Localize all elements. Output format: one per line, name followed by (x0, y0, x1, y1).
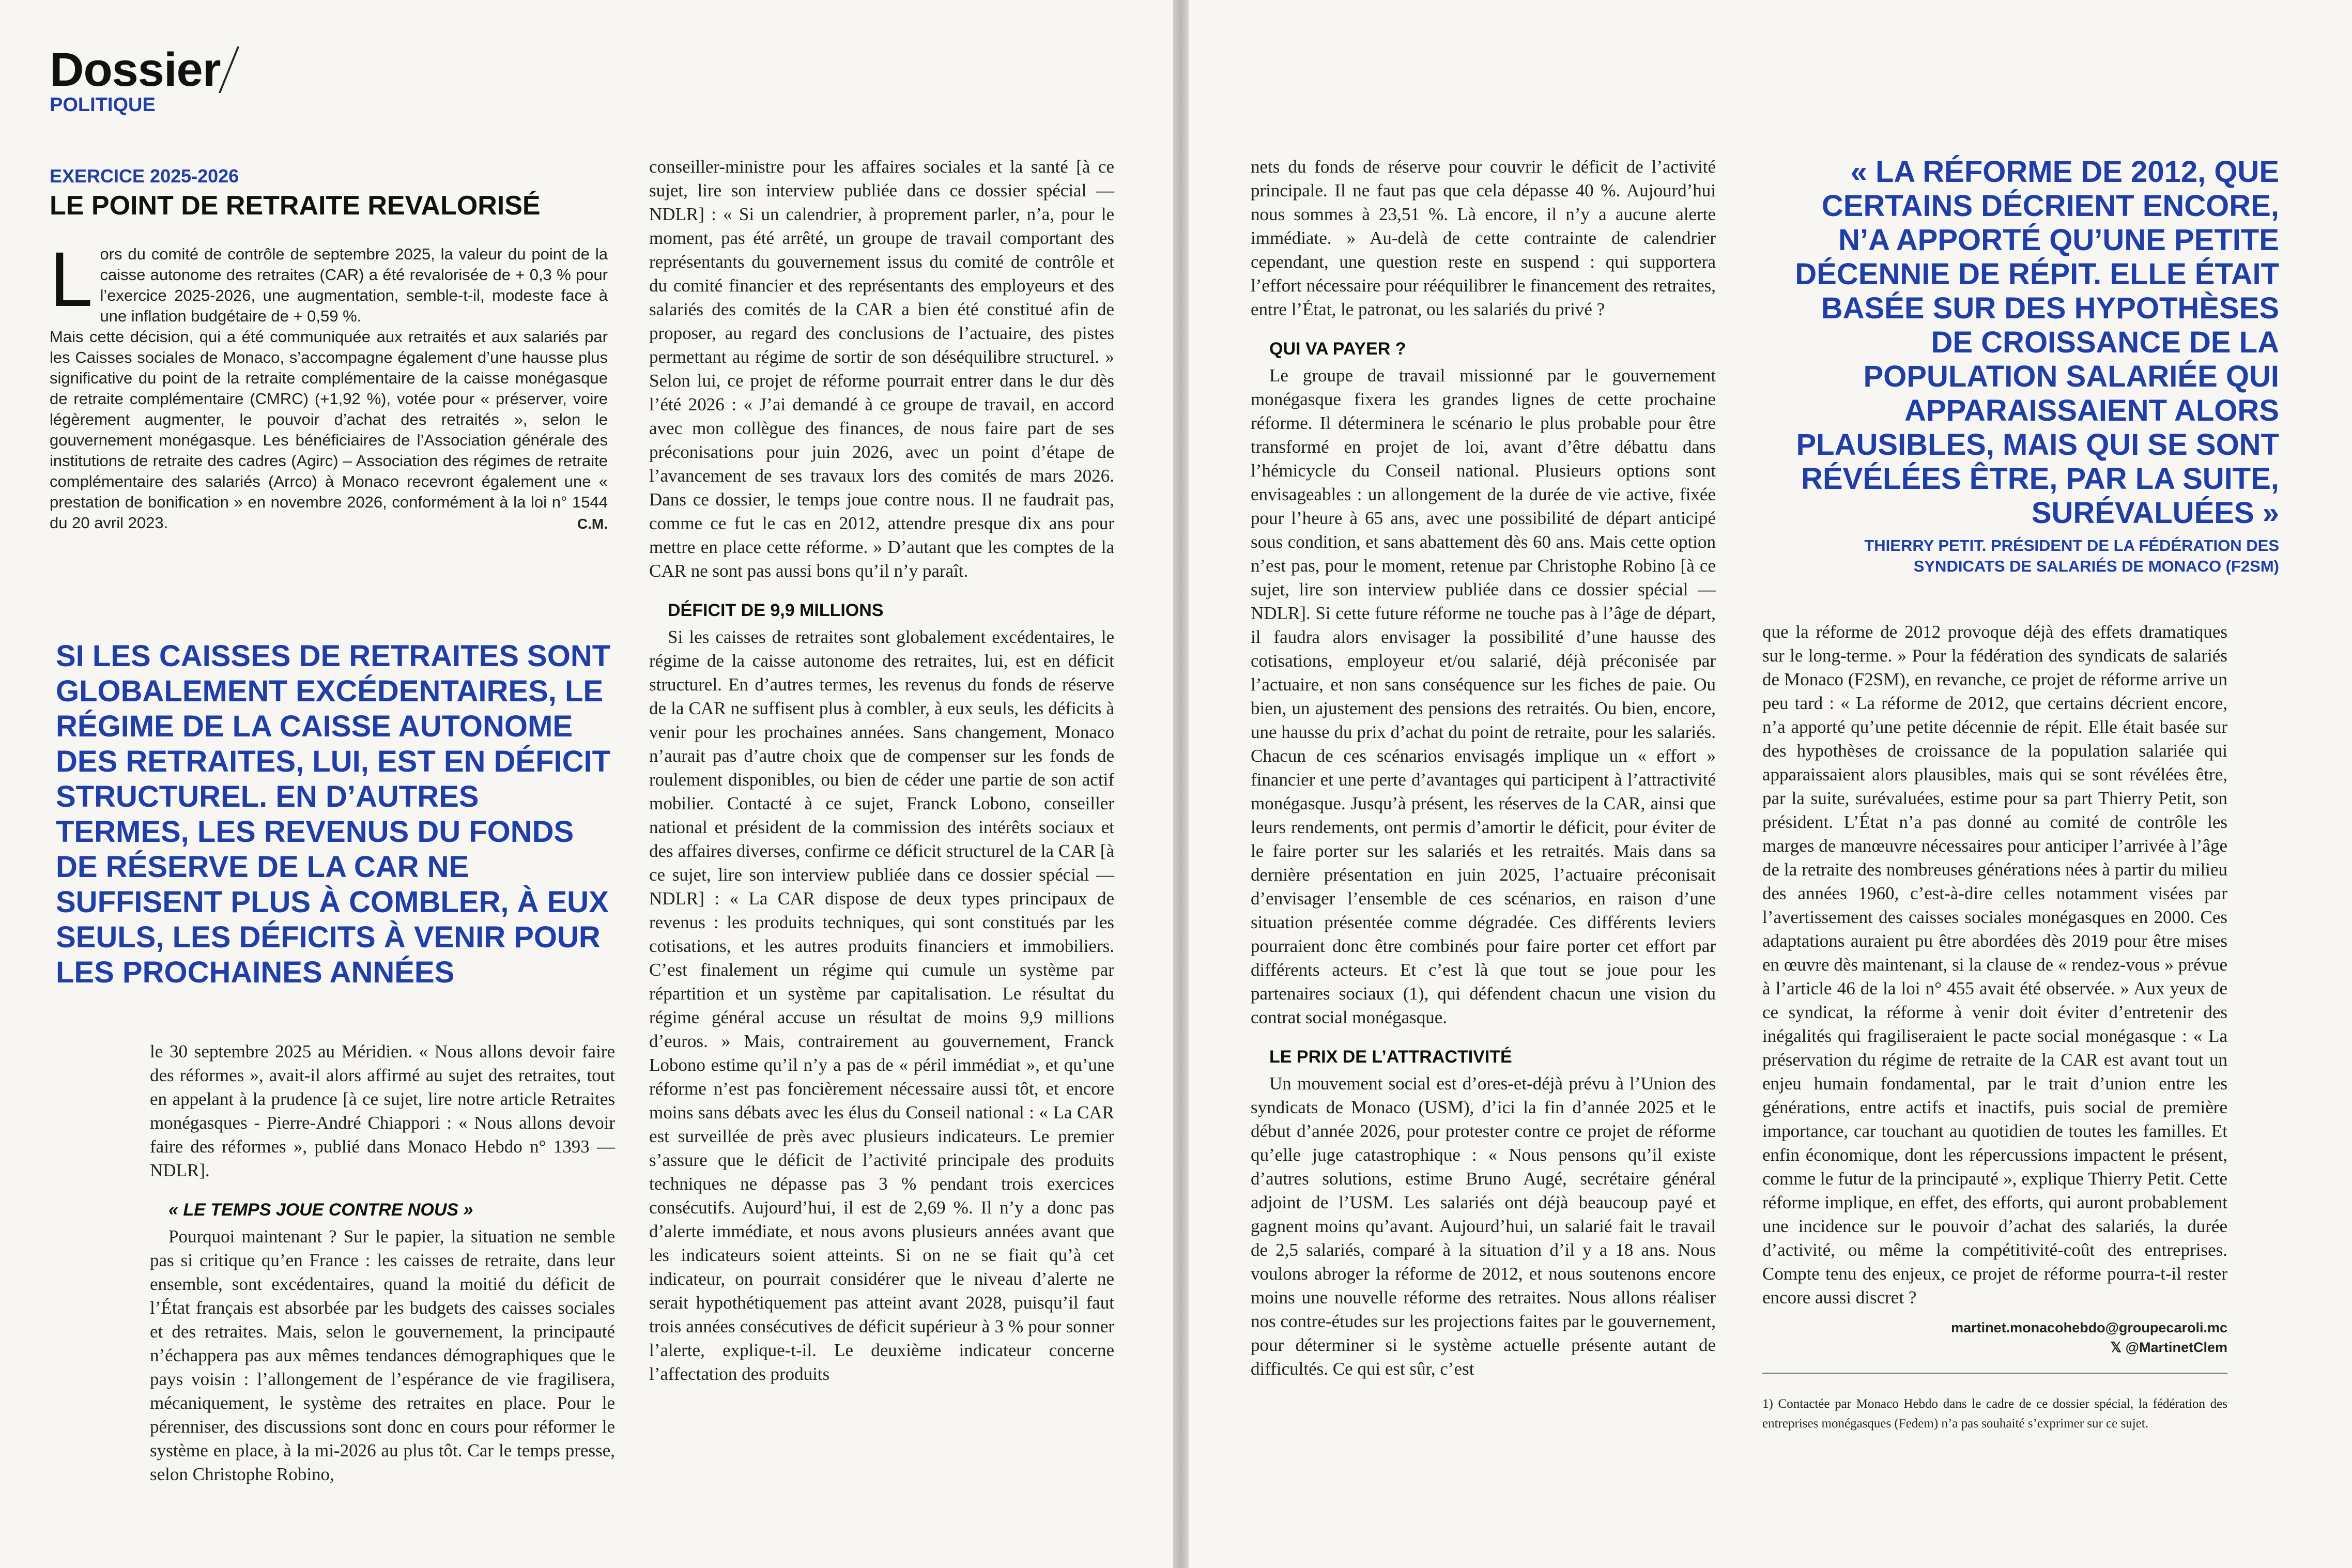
author-social-handle[interactable]: 𝕏 @MartinetClem (2110, 1340, 2227, 1355)
dossier-header (50, 43, 230, 116)
column-1-paragraph: Pourquoi maintenant ? Sur le papier, la situation ne semble pas si critique qu’en France : les caisses de retraite, dans leur ensemble, sont excédentaires, quand la moitié du déficit de l’État français est absorbée par les budgets des caisses sociales et des retraites. Mais, selon le gouvernement, la principauté n’échappera pas aux mêmes tendances démographiques que le pays voisin : l’allongement de l’espérance de vie fragilisera, mécaniquement, le système des retraites en place. Pour le pérenniser, des discussions sont donc en cours pour réformer le système en place, à la mi-2026 au plus tôt. Car le temps presse, selon Christophe Robino, (150, 1226, 615, 1484)
article-column-4 (1762, 620, 2227, 1434)
column-3-paragraph-1: nets du fonds de réserve pour couvrir le déficit de l’activité principale. Il ne faut pas que cela dépasse 40 %. Aujourd’hui nous sommes à 23,51 %. Là encore, il n’y a aucune alerte immédiate. » Au-delà de cette contrainte de calendrier cependant, une question reste en suspend : qui supportera l’effort nécessaire pour rééquilibrer le financement des retraites, entre l’État, le patronat, ou les salariés du privé ? (1251, 157, 1716, 319)
article-column-2 (649, 155, 1114, 1386)
column-2-paragraph-1: conseiller-ministre pour les affaires sociales et la santé [à ce sujet, lire son interview publiée dans ce dossier spécial — NDLR] : « Si un calendrier, à proprement parler, n’a, pour le moment, pas été arrêté, un groupe de travail comportant des représentants du gouvernement issus du comité de contrôle et du comité financier et des représentants des employeurs et des salariés des comités de la CAR a bien été constitué afin de proposer, au regard des conclusions de l’actuaire, des pistes permettant au régime de sortir de son déséquilibre structurel. » Selon lui, ce projet de réforme pourrait entrer dans le dur dès l’été 2026 : « J’ai demandé à ce groupe de travail, en accord avec mon collègue des finances, de nous faire part de ses préconisations pour juin 2026, avec un point d’étape de l’avancement de ses travaux lors des comités de mars 2026. Dans ce dossier, le temps joue contre nous. Il ne faudrait pas, comme ce fut le cas en 2012, attendre presque dix ans pour mettre en place cette réforme. » D’autant que les comptes de la CAR ne sont pas aussi bons qu’il n’y paraît. (649, 157, 1114, 581)
pull-quote-attribution: THIERRY PETIT. PRÉSIDENT DE LA FÉDÉRATION DES SYNDICATS DE SALARIÉS DE MONACO (F2SM) (1864, 536, 2279, 575)
column-1-intro: le 30 septembre 2025 au Méridien. « Nous allons devoir faire des réformes », avait-il alors affirmé au sujet des retraites, tout en appelant à la prudence [à ce sujet, lire notre article Retraites monégasques - Pierre-André Chiappori : « Nous allons devoir faire des réformes », publié dans Monaco Hebdo n° 1393 — NDLR]. (150, 1041, 615, 1180)
subhead-who-pays: QUI VA PAYER ? (1269, 339, 1406, 359)
dossier-title: Dossier (50, 47, 230, 93)
section-label: POLITIQUE (50, 94, 156, 116)
sidebar-box (50, 165, 608, 534)
column-4-paragraph: que la réforme de 2012 provoque déjà des effets dramatiques sur le long-terme. » Pour la fédération des syndicats de salariés de Monaco (F2SM), en revanche, ce projet de réforme arrive un peu tard : « La réforme de 2012, que certains décrient encore, n’a apporté qu’une petite décennie de répit. Elle était basée sur des hypothèses de croissance de la population salariée qui apparaissaient alors plausibles, mais qui se sont révélées être, par la suite, surévaluées, estime pour sa part Thierry Petit, son président. L’État n’a pas donné au comité de contrôle les marges de manœuvre nécessaires pour anticiper l’arrivée à l’âge de la retraite des nombreuses générations nées à partir du milieu des années 1960, c’est-à-dire celles notamment visées par l’avertissement des caisses sociales monégasques en 2000. Ces adaptations auraient pu être abordées dès 2019 pour être mises en œuvre dès maintenant, si la clause de « rendez-vous » prévue à l’article 46 de la loi n° 455 avait été observée. » Aux yeux de ce syndicat, la réforme à venir doit éviter d’entretenir des inégalités qui fragiliseraient le pacte social monégasque : « La préservation du régime de retraite de la CAR est avant tout un enjeu humain fondamental, par le trait d’union entre les générations, entre actifs et inactifs, puis social de première importance, car touchant au quotidien de toutes les familles. Et enfin économique, dont les répercussions impactent le présent, comme le futur de la principauté », explique Thierry Petit. Cette réforme implique, en effet, des efforts, qui auront probablement une incidence sur le pouvoir d’achat des salariés, la durée d’activité, ou même la compétitivité-coût des entreprises. Compte tenu des enjeux, ce projet de réforme pourra-t-il rester encore aussi discret ? (1762, 622, 2227, 1308)
left-page (0, 0, 1173, 1568)
page-gutter (1173, 0, 1189, 1568)
column-3-paragraph-2: Le groupe de travail missionné par le gouvernement monégasque fixera les grandes lignes de cette prochaine réforme. Il déterminera le scénario le plus probable pour être transformé en projet de loi, avant d’être débattu dans l’hémicycle du Conseil national. Plusieurs options sont envisageables : un allongement de la durée de vie active, fixée pour l’heure à 65 ans, avec une possibilité de départ anticipé sous condition, et sans abattement dès 60 ans. Mais cette option n’est pas, pour le moment, retenue par Christophe Robino [à ce sujet, lire son interview publiée dans ce dossier spécial — NDLR]. Si cette future réforme ne touche pas à l’âge de départ, il faudra alors envisager la possibilité d’une hausse des cotisations, employeur et/ou salarié, déjà préconisée par l’actuaire, et non sans conséquence sur les fiches de paie. Ou bien, un ajustement des pensions des retraités. Ou bien, encore, une hausse du prix d’achat du point de retraite, pour les salariés. Chacun de ces scénarios envisagés implique un « effort » financier et une perte d’avantages qui participent à l’attractivité monégasque. Jusqu’à présent, les réserves de la CAR, ainsi que leurs rendements, ont permis d’amortir le déficit, pour éviter de le faire porter sur les salariés et les retraités. Mais dans sa dernière présentation en juin 2025, l’actuaire préconisait d’envisager l’ensemble de ces scénarios, en raison d’une situation présentée comme dégradée. Ces différents leviers pourraient donc être combinés pour faire porter cet effort par différents acteurs. Et c’est là que tout se joue pour les partenaires sociaux (1), qui défendent chacun une vision du contrat social monégasque. (1251, 365, 1716, 1027)
column-3-paragraph-3: Un mouvement social est d’ores-et-déjà prévu à l’Union des syndicats de Monaco (USM), d’ici la fin d’année 2025 et le début d’année 2026, pour protester contre ce projet de réforme qu’elle juge catastrophique : « Nous pensons qu’il existe d’autres solutions, estime Bruno Augé, secrétaire général adjoint de l’USM. Les salariés ont déjà beaucoup payé et gagnent moins qu’avant. Aujourd’hui, un salarié fait le travail de 2,5 salariés, comparé à la situation d’il y a 18 ans. Nous voulons abroger la réforme de 2012, et nous soutenons encore moins une nouvelle réforme des retraites. Nous allons réaliser nos contre-études sur les projections faites par le gouvernement, pour déterminer si le système actuelle présente autant de difficultés. Ce qui est sûr, c’est (1251, 1073, 1716, 1379)
column-2-paragraph-2: Si les caisses de retraites sont globalement excédentaires, le régime de la caisse autonome des retraites, lui, est en déficit structurel. En d’autres termes, les revenus du fonds de réserve de la CAR ne suffisent plus à combler, à eux seuls, les déficits à venir pour les prochaines années. Sans changement, Monaco n’aurait pas d’autre choix que de compenser sur les fonds de roulement disponibles, ou bien de céder une partie de son actif mobilier. Contacté à ce sujet, Franck Lobono, conseiller national et président de la commission des intérêts sociaux et des affaires diverses, confirme ce déficit structurel de la CAR [à ce sujet, lire son interview publiée dans ce dossier spécial — NDLR] : « La CAR dispose de deux types principaux de revenus : les produits techniques, qui sont constitués par les cotisations, et les autres produits financiers et immobiliers. C’est finalement un régime qui cumule un système par répartition et un système par capitalisation. Le résultat du régime général accuse un résultat de moins 9,9 millions d’euros. » Mais, contrairement au gouvernement, Franck Lobono estime qu’il n’y a pas de « péril immédiat », et qu’une réforme n’est pas foncièrement nécessaire aussi tôt, et encore moins sans débats avec les élus du Conseil national : « La CAR est surveillée de près avec plusieurs indicateurs. Le premier s’assure que le déficit de l’activité principale des produits techniques ne dépasse pas 3 % pendant trois exercices consécutifs. Aujourd’hui, il est de 2,69 %. Il n’y a donc pas d’alerte immédiate, et nous avons plusieurs années avant que les indicateurs soient atteints. Si on ne se fiait qu’à cet indicateur, on pourrait considérer que le niveau d’alerte ne serait hypothétiquement pas atteint avant 2028, puisqu’il faut trois années consécutives de déficit supérieur à 3 % pour sonner l’alerte, explique-t-il. Le deuxième indicateur concerne l’affectation des produits (649, 627, 1114, 1384)
drop-cap: L (50, 236, 93, 322)
box-body (50, 236, 608, 534)
slash-icon (218, 47, 239, 93)
subhead-deficit: DÉFICIT DE 9,9 MILLIONS (668, 601, 884, 620)
author-email[interactable]: martinet.monacohebdo@groupecaroli.mc (1951, 1320, 2227, 1335)
box-paragraph-1: ors du comité de contrôle de septembre 2025, la valeur du point de la caisse autonome des retraites (CAR) a été revalorisée de + 0,3 % pour l’exercice 2025-2026, une augmentation, semble-t-il, modeste face à une inflation budgétaire de + 0,59 %. (100, 245, 608, 325)
article-column-1 (150, 1040, 615, 1486)
box-paragraph-2: Mais cette décision, qui a été communiquée aux retraités et aux salariés par les Caisses sociales de Monaco, s’accompagne également d’une hausse plus significative du point de la retraite complémentaire de la caisse monégasque de retraite complémentaire (CMRC) (+1,92 %), votée pour « préserver, voire légèrement augmenter, le pouvoir d’achat des retraités », selon le gouvernement monégasque. Les bénéficiaires de l’Association générale des institutions de retraite des cadres (Agirc) – Association des régimes de retraite complémentaire des salariés (Arrco) à Monaco recevront également une « prestation de bonification » en novembre 2026, conformément à la loi n° 1544 du 20 avril 2023. (50, 328, 608, 532)
right-page (1189, 0, 2352, 1568)
footnote: 1) Contactée par Monaco Hebdo dans le cadre de ce dossier spécial, la fédération des entreprises monégasques (Fedem) n’a pas souhaité s’exprimer sur ce sujet. (1762, 1397, 2227, 1431)
footnote-divider (1762, 1373, 2227, 1374)
box-kicker: EXERCICE 2025-2026 (50, 165, 239, 187)
pull-quote-right: « LA RÉFORME DE 2012, QUE CERTAINS DÉCRIENT ENCORE, N’A APPORTÉ QU’UNE PETITE DÉCENNIE DE RÉPIT. ELLE ÉTAIT BASÉE SUR DES HYPOTHÈSES DE CROISSANCE DE LA POPULATION SALARIÉE QUI APPARAISSAIENT ALORS PLAUSIBLES, MAIS QUI SE SONT RÉVÉLÉES ÊTRE, PAR LA SUITE, SURÉVALUÉES » (1795, 155, 2279, 530)
subhead-attractivity: LE PRIX DE L’ATTRACTIVITÉ (1269, 1047, 1512, 1067)
author-initials: C.M. (577, 516, 608, 532)
article-column-3 (1251, 155, 1716, 1381)
pull-quote-right-block (1783, 155, 2279, 577)
box-title: LE POINT DE RETRAITE REVALORISÉ (50, 191, 541, 221)
pull-quote-left: SI LES CAISSES DE RETRAITES SONT GLOBALEMENT EXCÉDENTAIRES, LE RÉGIME DE LA CAISSE AUTONOME DES RETRAITES, LUI, EST EN DÉFICIT STRUCTUREL. EN D’AUTRES TERMES, LES REVENUS DU FONDS DE RÉSERVE DE LA CAR NE SUFFISENT PLUS À COMBLER, À EUX SEULS, LES DÉFICITS À VENIR POUR LES PROCHAINES ANNÉES (56, 639, 611, 989)
subhead-time: « LE TEMPS JOUE CONTRE NOUS » (168, 1200, 473, 1220)
